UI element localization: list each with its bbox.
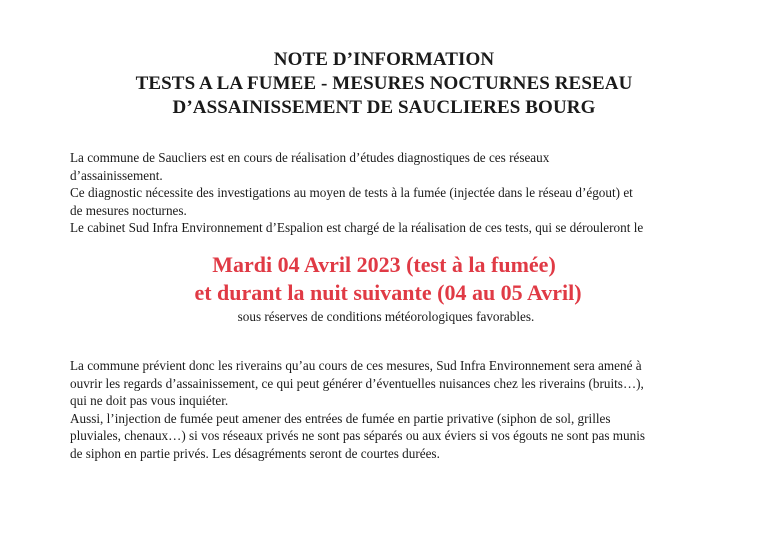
date-highlight bbox=[0, 251, 768, 325]
intro-line-5: Le cabinet Sud Infra Environnement d’Espalion est chargé de la réalisation de ces tests, qui se dérouleront le bbox=[70, 220, 644, 236]
weather-reserve-note: sous réserves de conditions météorologiques favorables. bbox=[237, 309, 535, 324]
intro-line-1: La commune de Saucliers est en cours de réalisation d’études diagnostiques de ces réseaux bbox=[70, 150, 550, 165]
body-line-2: ouvrir les regards d’assainissement, ce qui peut générer d’éventuelles nuisances chez les riverains (bruits…), bbox=[70, 375, 644, 391]
body-line-5: pluviales, chenaux…) si vos réseaux privés ne sont pas séparés ou aux éviers si vos égouts ne sont pas munis bbox=[70, 428, 646, 444]
notice-title bbox=[0, 48, 768, 120]
intro-line-3: Ce diagnostic nécessite des investigations au moyen de tests à la fumée (injectée dans le réseau d’égout) et bbox=[70, 185, 633, 201]
title-line-3: D’ASSAINISSEMENT DE SAUCLIERES BOURG bbox=[172, 97, 596, 118]
highlight-date-line: Mardi 04 Avril 2023 (test à la fumée) bbox=[212, 252, 556, 277]
body-line-6: de siphon en partie privés. Les désagréments seront de courtes durées. bbox=[70, 445, 440, 461]
body-line-3: qui ne doit pas vous inquiéter. bbox=[70, 393, 229, 409]
intro-line-2: d’assainissement. bbox=[70, 167, 163, 183]
title-line-2: TESTS A LA FUMEE - MESURES NOCTURNES RESEAU bbox=[135, 73, 633, 94]
body-paragraph bbox=[70, 357, 706, 463]
highlight-night-line: et durant la nuit suivante (04 au 05 Avril) bbox=[194, 280, 582, 305]
intro-paragraph bbox=[70, 149, 706, 237]
body-line-4: Aussi, l’injection de fumée peut amener des entrées de fumée en partie privative (siphon de sol, grilles bbox=[70, 410, 611, 426]
title-line-1: NOTE D’INFORMATION bbox=[273, 49, 495, 70]
intro-line-4: de mesures nocturnes. bbox=[70, 202, 187, 218]
body-line-1: La commune prévient donc les riverains qu’au cours de ces mesures, Sud Infra Environnement sera amené à bbox=[70, 358, 642, 373]
